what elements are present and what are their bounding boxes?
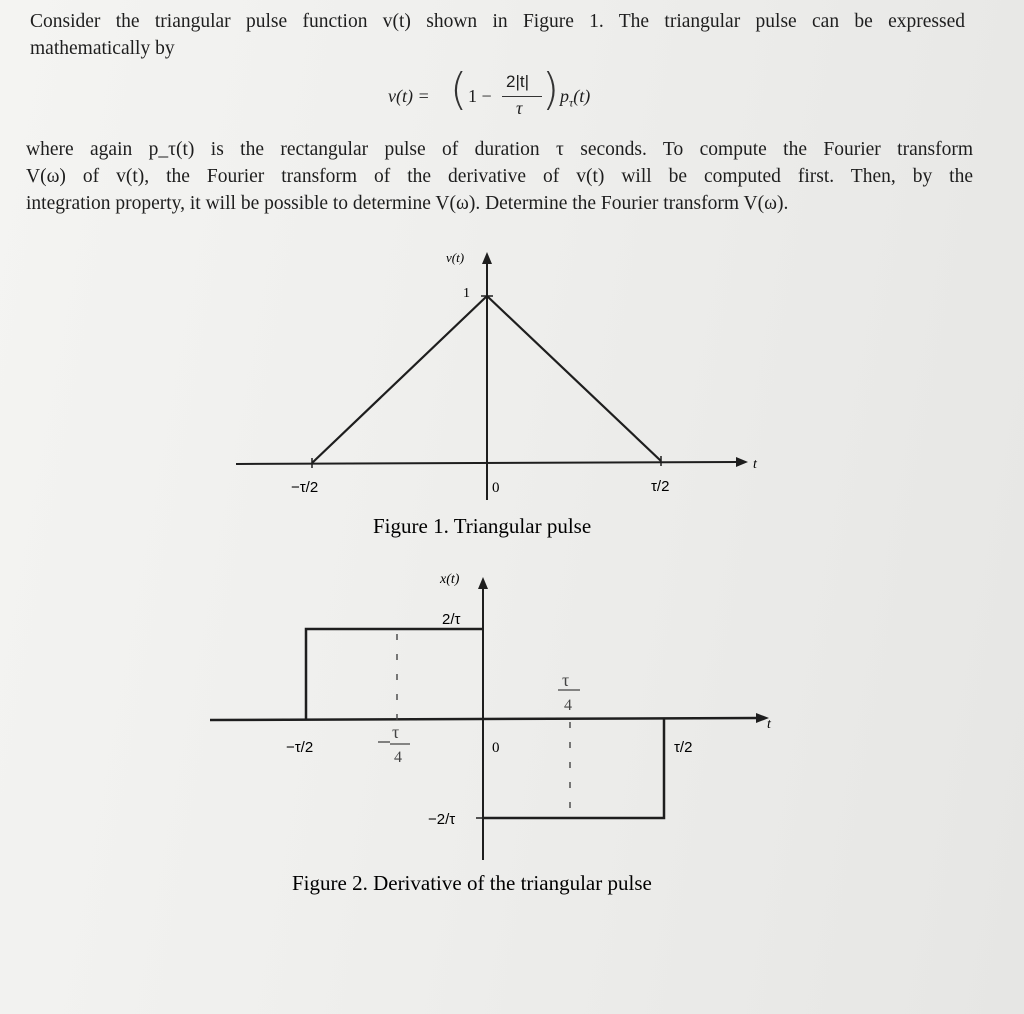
intro-line-1: Consider the triangular pulse function v(t) shown in Figure 1. The triangular pulse can be expressed bbox=[30, 11, 965, 32]
body-line-1: where again p_τ(t) is the rectangular pulse of duration τ seconds. To compute the Fourier transform bbox=[26, 139, 973, 160]
fig2-tick-label-left: −τ/2 bbox=[286, 739, 314, 756]
fig2-upper-level-label: 2/τ bbox=[442, 611, 461, 628]
svg-text:4: 4 bbox=[394, 749, 402, 766]
fig1-tick-label-center: 0 bbox=[492, 480, 500, 496]
fig2-caption: Figure 2. Derivative of the triangular pulse bbox=[292, 871, 652, 895]
svg-text:τ: τ bbox=[392, 722, 400, 742]
fig1-caption: Figure 1. Triangular pulse bbox=[373, 514, 592, 538]
equation-one-minus: 1 − bbox=[468, 86, 492, 106]
fig1-y-label: v(t) bbox=[446, 250, 465, 265]
right-parenthesis: ) bbox=[542, 64, 560, 115]
fraction-numerator: 2|t| bbox=[506, 72, 530, 91]
fig2-negative-pulse bbox=[483, 718, 664, 818]
fig2-handwritten-note-left bbox=[378, 722, 410, 766]
fig1-x-arrow-icon bbox=[736, 457, 748, 467]
body-line-2: V(ω) of v(t), the Fourier transform of the derivative of v(t) will be computed first. Then, by the bbox=[26, 166, 973, 187]
fig2-lower-level-label: −2/τ bbox=[428, 811, 456, 828]
fig1-peak-label: 1 bbox=[463, 286, 470, 301]
figure-1 bbox=[236, 250, 758, 538]
fig2-tick-label-center: 0 bbox=[492, 740, 500, 756]
fraction-denominator: τ bbox=[516, 98, 523, 118]
fig1-tick-label-left: −τ/2 bbox=[291, 479, 319, 496]
equation-lhs: v(t) = bbox=[388, 86, 430, 106]
svg-text:4: 4 bbox=[564, 697, 572, 714]
fig2-x-label: t bbox=[767, 717, 771, 732]
fig2-y-label: x(t) bbox=[440, 572, 460, 587]
fig1-tick-label-right: τ/2 bbox=[651, 478, 670, 495]
intro-line-2: mathematically by bbox=[30, 38, 175, 59]
body-line-3: integration property, it will be possible to determine V(ω). Determine the Fourier transform V(ω). bbox=[26, 193, 789, 214]
left-parenthesis: ( bbox=[450, 64, 468, 115]
figure-2 bbox=[210, 572, 772, 895]
svg-text:τ: τ bbox=[562, 670, 570, 690]
fig1-x-label: t bbox=[753, 457, 757, 472]
fig2-tick-label-right: τ/2 bbox=[674, 739, 693, 756]
fig2-positive-pulse bbox=[306, 629, 483, 720]
fig1-y-arrow-icon bbox=[482, 252, 492, 264]
fig2-handwritten-note-right bbox=[558, 670, 580, 714]
equation-pulse: $p_\tau(t)$ bbox=[560, 86, 591, 110]
fig2-y-arrow-icon bbox=[478, 577, 488, 589]
